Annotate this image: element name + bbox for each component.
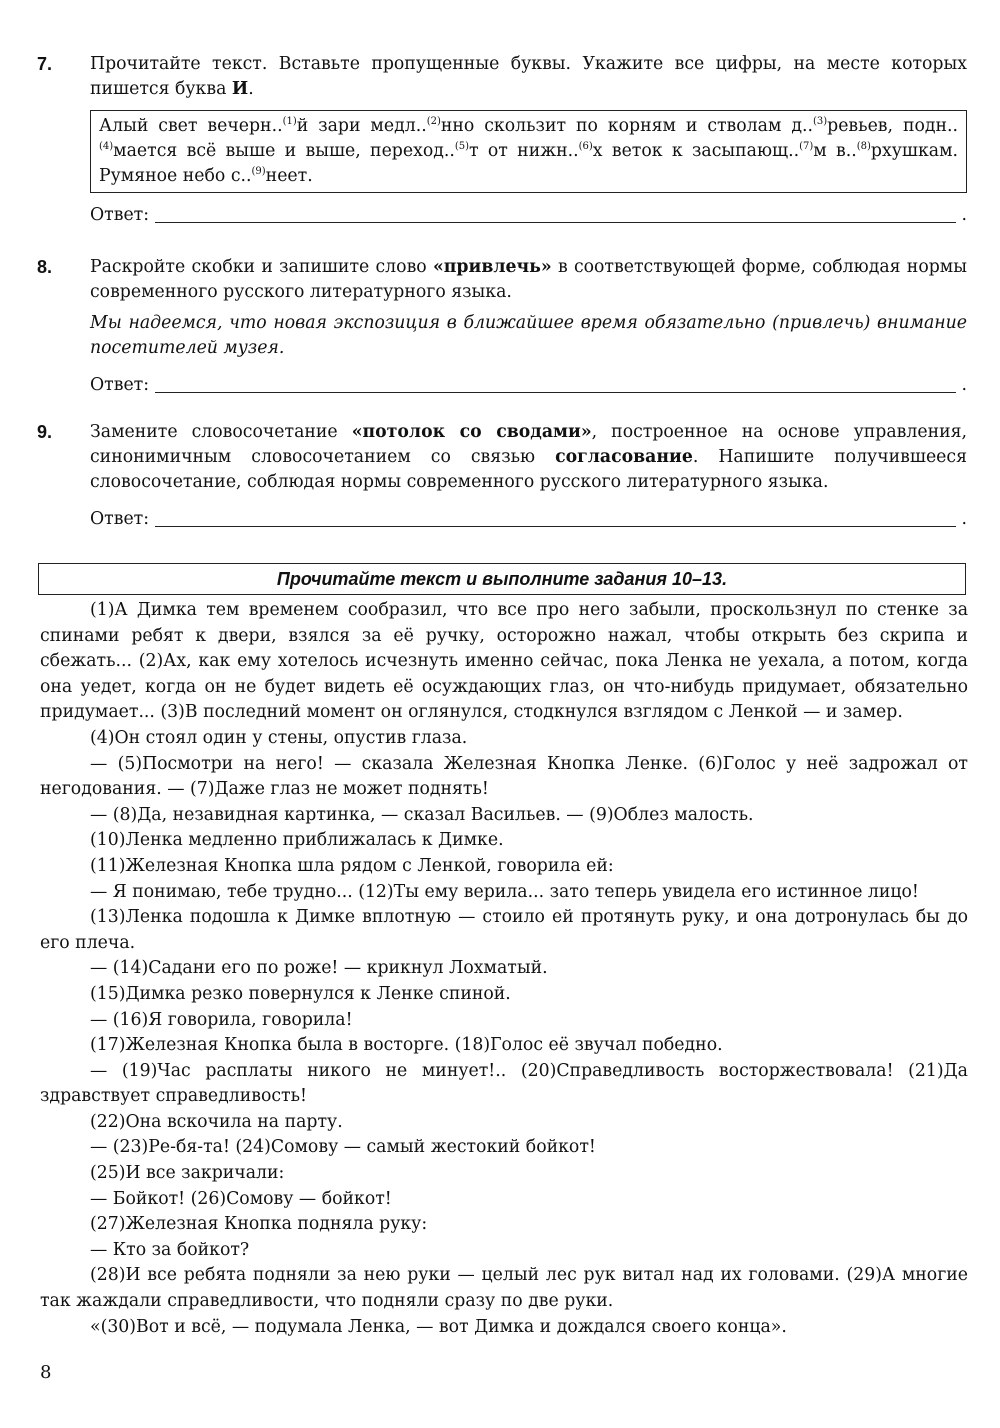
story-paragraph: — Кто за бойкот? (90, 1239, 250, 1260)
gap-number: (2) (426, 116, 441, 127)
story-paragraph: — (16)Я говорила, говорила! (90, 1009, 353, 1030)
reading-header: Прочитайте текст и выполните задания 10–13. (38, 563, 966, 595)
story-paragraph: — (8)Да, незавидная картинка, — сказал Васильев. — (9)Облез малость. (90, 804, 754, 825)
answer-line[interactable] (155, 221, 955, 223)
story-paragraph: «(30)Вот и всё, — подумала Ленка, — вот Димка и дождался своего конца». (90, 1316, 787, 1337)
answer-label: Ответ: (90, 205, 150, 225)
text-fragment: Замените словосочетание (90, 422, 352, 442)
text-fragment: х веток к засыпающ.. (592, 141, 800, 161)
bold-text: согласование (555, 447, 693, 467)
task-7 (37, 52, 967, 228)
text-fragment: в соответствующей форме, соблюдая нормы современного русского литературного языка. (90, 257, 967, 302)
task-question (90, 52, 967, 102)
text-fragment: й зари медл.. (296, 116, 427, 136)
story-paragraph: (1)А Димка тем временем сообразил, что все про него забыли, проскользнул по стенке за спинами ребят к двери, взялся за её ручку, осторожно нажал, чтобы открыть без скрипа и сбежать... (2)Ах, как ему хотелось исчезнуть именно сейчас, пока Ленка не уехала, а потом, когда она уедет, когда он не будет видеть её осуждающих глаз, он что-нибудь придумает, обязательно придумает... (3)В последний момент он оглянулся, стодкнулся взглядом с Ленкой — и замер. (40, 600, 968, 723)
story-paragraph: (22)Она вскочила на парту. (90, 1111, 343, 1132)
gap-number: (3) (812, 116, 828, 127)
answer-end: . (961, 509, 967, 529)
answer-line[interactable] (155, 391, 955, 393)
story-paragraph: (17)Железная Кнопка была в восторге. (18)Голос её звучал победно. (90, 1035, 723, 1056)
gap-number: (7) (799, 141, 814, 152)
story-paragraph: (15)Димка резко повернулся к Ленке спиной. (90, 983, 511, 1004)
text-fragment: т от нижн.. (469, 141, 579, 161)
story-paragraph: — (14)Садани его по роже! — крикнул Лохматый. (90, 958, 548, 979)
answer-line[interactable] (155, 525, 955, 527)
bold-text: И (231, 79, 249, 99)
gap-number: (6) (578, 141, 593, 152)
text-fragment: рхушкам. Румяное небо с.. (99, 141, 959, 186)
story-paragraph: (25)И все закричали: (90, 1163, 285, 1184)
story-paragraph: — (5)Посмотри на него! — сказала Железная Кнопка Ленке. (6)Голос у неё задрожал от негодования. — (7)Даже глаз не может поднять! (40, 753, 968, 800)
text-fragment: , построенное на основе управления, синонимичным словосочетанием со связью (90, 422, 967, 467)
page-number: 8 (40, 1362, 52, 1383)
answer-field[interactable] (90, 203, 967, 228)
answer-end: . (961, 205, 967, 225)
text-fragment: Прочитайте текст. Вставьте пропущенные буквы. Укажите все цифры, на месте которых пишется буква (90, 54, 967, 99)
answer-field[interactable] (90, 373, 967, 398)
text-fragment: ревьев, подн.. (827, 116, 959, 136)
text-fragment: м в.. (813, 141, 857, 161)
text-fragment: Раскройте скобки и запишите слово (90, 257, 433, 277)
task-number: 8. (37, 257, 53, 277)
text-fragment: нно скользит по корням и стволам д.. (440, 116, 813, 136)
task-number: 9. (37, 422, 53, 442)
task-number: 7. (37, 54, 53, 74)
story-paragraph: (28)И все ребята подняли за нею руки — целый лес рук витал над их головами. (29)А многие так жаждали справедливости, что подняли сразу по две руки. (40, 1265, 968, 1312)
answer-end: . (961, 375, 967, 395)
story-paragraph: — (19)Час расплаты никого не минует!.. (20)Справедливость восторжествовала! (21)Да здравствует справедливость! (40, 1060, 968, 1107)
story-paragraph: — Я понимаю, тебе трудно... (12)Ты ему верила... зато теперь увидела его истинное лицо! (90, 881, 919, 902)
bold-text: «привлечь» (432, 257, 552, 277)
text-fragment: . (248, 79, 254, 99)
story-paragraph: (27)Железная Кнопка подняла руку: (90, 1214, 428, 1235)
answer-field[interactable] (90, 507, 967, 532)
answer-label: Ответ: (90, 375, 150, 395)
text-fragment: Алый свет вечерн.. (99, 116, 283, 136)
task-question (90, 255, 967, 305)
story-paragraph: (11)Железная Кнопка шла рядом с Ленкой, говорила ей: (90, 855, 614, 876)
gap-number: (9) (251, 166, 266, 177)
bold-text: «потолок со сводами» (351, 422, 592, 442)
gap-number: (5) (454, 141, 470, 152)
text-box (90, 110, 967, 193)
task-8 (37, 255, 967, 398)
story-text (40, 598, 968, 1340)
task-question (90, 420, 967, 495)
text-fragment: неет. (265, 166, 313, 186)
answer-label: Ответ: (90, 509, 150, 529)
story-paragraph: — (23)Ре-бя-та! (24)Сомову — самый жестокий бойкот! (90, 1137, 596, 1158)
text-fragment: . Напишите получившееся словосочетание, соблюдая нормы современного русского литературного языка. (90, 447, 967, 492)
story-paragraph: (4)Он стоял один у стены, опустив глаза. (90, 727, 468, 748)
story-paragraph: — Бойкот! (26)Сомову — бойкот! (90, 1188, 392, 1209)
task-sentence: Мы надеемся, что новая экспозиция в ближайшее время обязательно (привлечь) внимание посетителей музея. (90, 313, 967, 358)
gap-number: (1) (282, 116, 297, 127)
story-paragraph: (13)Ленка подошла к Димке вплотную — стоило ей протянуть руку, и она дотронулась бы до его плеча. (40, 907, 968, 953)
text-fragment: мается всё выше и выше, переход.. (113, 141, 455, 161)
gap-number: (4) (99, 141, 114, 152)
story-paragraph: (10)Ленка медленно приближалась к Димке. (90, 830, 504, 851)
gap-number: (8) (856, 141, 871, 152)
task-9 (37, 420, 967, 532)
